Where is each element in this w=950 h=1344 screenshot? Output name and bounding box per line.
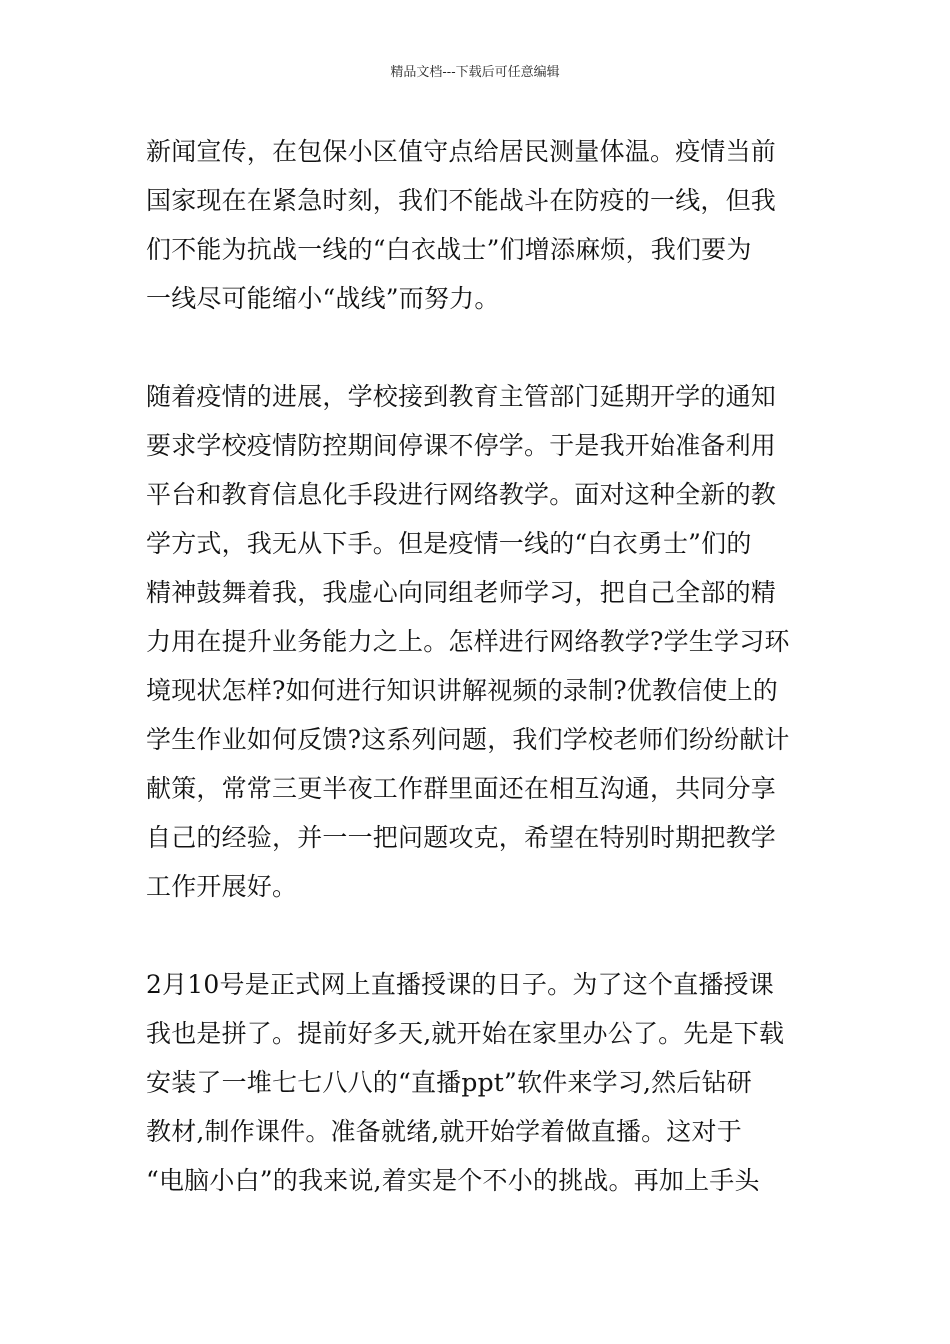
text-line: 力用在提升业务能力之上。怎样进行网络教学?学生学习环 bbox=[146, 627, 790, 656]
text-line: 精神鼓舞着我，我虚心向同组老师学习，把自己全部的精 bbox=[146, 578, 777, 607]
paragraph bbox=[146, 127, 808, 323]
text-line: 平台和教育信息化手段进行网络教学。面对这种全新的教 bbox=[146, 480, 777, 509]
text-line: 安装了一堆七七八八的“直播ppt”软件来学习,然后钻研 bbox=[146, 1068, 752, 1097]
text-line: 随着疫情的进展，学校接到教育主管部门延期开学的通知 bbox=[146, 382, 777, 411]
text-line: 新闻宣传，在包保小区值守点给居民测量体温。疫情当前 bbox=[146, 137, 777, 166]
text-line: 要求学校疫情防控期间停课不停学。于是我开始准备利用 bbox=[146, 431, 777, 460]
text-line: 我也是拼了。提前好多天,就开始在家里办公了。先是下载 bbox=[146, 1019, 785, 1048]
paragraph bbox=[146, 372, 808, 911]
paragraph bbox=[146, 960, 808, 1205]
text-line: 国家现在在紧急时刻，我们不能战斗在防疫的一线，但我 bbox=[146, 186, 777, 215]
text-line: “电脑小白”的我来说,着实是个不小的挑战。再加上手头 bbox=[146, 1166, 760, 1195]
text-line: 境现状怎样?如何进行知识讲解视频的录制?优教信使上的 bbox=[146, 676, 779, 705]
text-line: 自己的经验，并一一把问题攻克，希望在特别时期把教学 bbox=[146, 823, 777, 852]
text-line: 们不能为抗战一线的“白衣战士”们增添麻烦，我们要为 bbox=[146, 235, 752, 264]
page-header: 精品文档---下载后可任意编辑 bbox=[390, 65, 560, 80]
text-line: 献策，常常三更半夜工作群里面还在相互沟通，共同分享 bbox=[146, 774, 777, 803]
text-line: 一线尽可能缩小“战线”而努力。 bbox=[146, 284, 500, 313]
text-line: 学生作业如何反馈?这系列问题，我们学校老师们纷纷献计 bbox=[146, 725, 790, 754]
text-line: 学方式，我无从下手。但是疫情一线的“白衣勇士”们的 bbox=[146, 529, 752, 558]
text-line: 工作开展好。 bbox=[146, 872, 298, 901]
text-line: 教材,制作课件。准备就绪,就开始学着做直播。这对于 bbox=[146, 1117, 742, 1146]
text-line: 2月10号是正式网上直播授课的日子。为了这个直播授课 bbox=[146, 970, 774, 999]
